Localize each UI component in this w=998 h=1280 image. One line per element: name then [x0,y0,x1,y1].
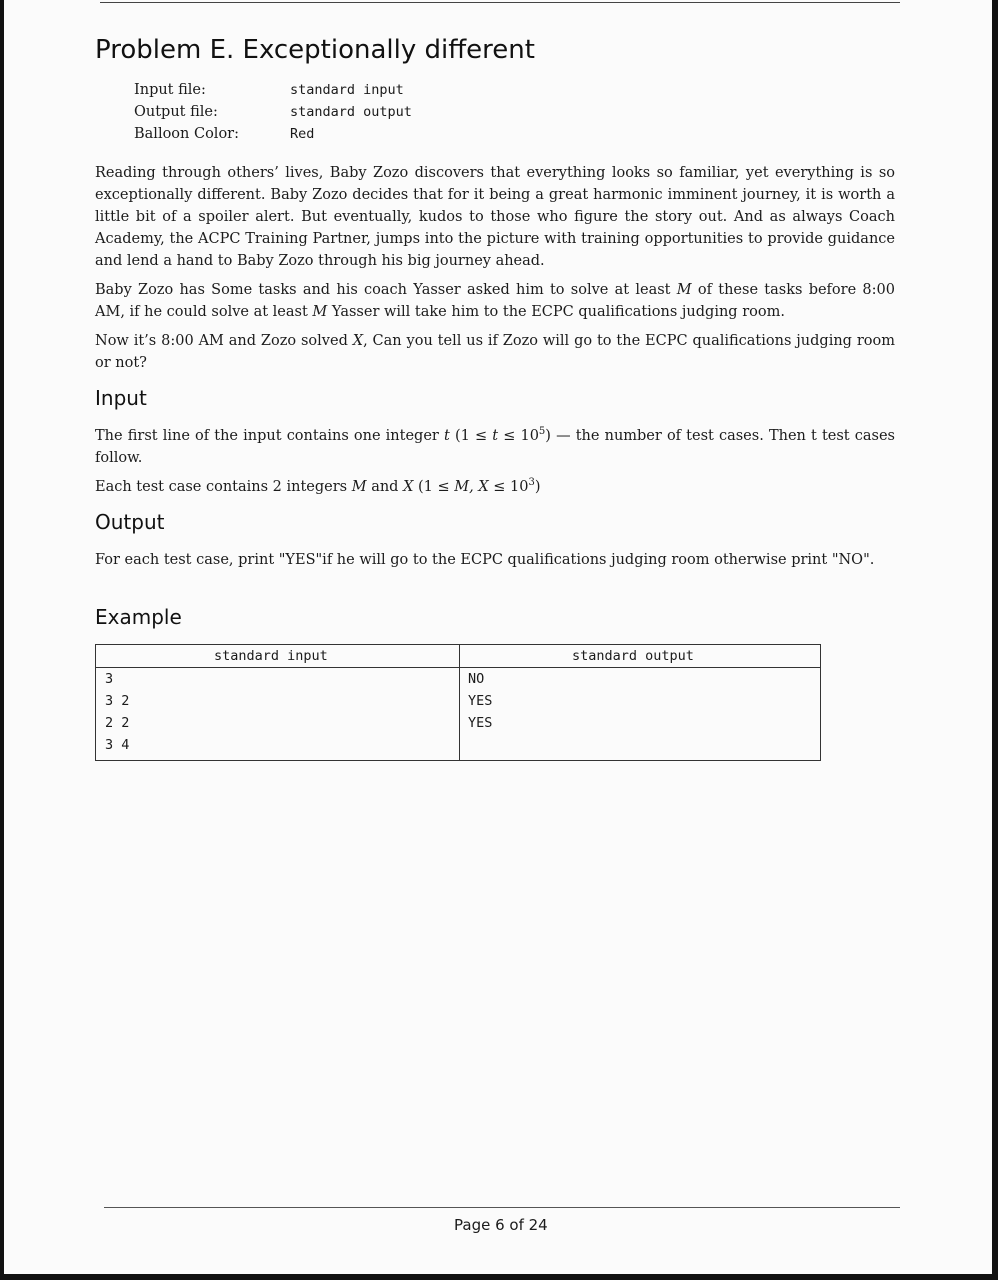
math-var: M [676,282,692,298]
column-divider [459,645,460,760]
exponent: 5 [538,426,546,438]
text: Now it’s 8:00 AM and Zozo solved [95,333,353,349]
text: (1 ≤ [449,428,493,444]
text: Each test case contains 2 integers [95,479,352,495]
text: of these tasks before 8:00 AM, if he could solve at least [95,282,895,320]
text: Yasser will take him to the ECPC qualifications judging room. [327,304,785,320]
text: ) [545,428,551,444]
input-column-header: standard input [214,648,328,664]
math-var: t [443,428,450,444]
math-var: M [351,479,367,495]
input-line: 2 2 [105,715,130,731]
statement-paragraph-1: Reading through others’ lives, Baby Zozo discovers that everything looks so familiar, yet everything is so exceptionally different. Baby Zozo decides that for it being a great harmonic imminent journey, it is worth a little bit of a spoiler alert. But eventually, kudos to those who figure the story out. And as always Coach Academy, the ACPC Training Partner, jumps into the picture with training opportunities to provide guidance and lend a hand to Baby Zozo through his big journey ahead. [95,165,895,269]
input-paragraph-1 [95,425,895,469]
output-line: YES [468,693,493,709]
example-heading: Example [95,605,182,629]
math-var: M [312,304,328,320]
statement-paragraph-3 [95,330,895,374]
output-heading: Output [95,510,165,534]
example-table [95,644,821,761]
text: Baby Zozo has Some tasks and his coach Yasser asked him to solve at least [95,282,677,298]
input-line: 3 [105,671,114,687]
text: (1 ≤ [413,479,455,495]
exponent: 3 [528,477,535,489]
meta-label: Output file: [134,104,218,120]
meta-label: Balloon Color: [134,126,239,142]
statement-paragraph-2 [95,279,895,323]
math-var: X [403,479,414,495]
output-paragraph: For each test case, print "YES"if he will go to the ECPC qualifications judging room otherwise print "NO". [95,552,875,568]
document-page [4,0,992,1274]
text: ) [534,479,541,495]
text: , Can you tell us if Zozo will go to the ECPC qualifications judging room or not? [95,333,895,371]
output-line: NO [468,671,485,687]
output-line: YES [468,715,493,731]
input-paragraph-2 [95,476,895,498]
meta-label: Input file: [134,82,206,98]
meta-value: Red [290,126,315,142]
input-line: 3 4 [105,737,130,753]
problem-title: Problem E. Exceptionally different [95,35,535,65]
output-column-header: standard output [572,648,694,664]
text: The first line of the input contains one integer [95,428,444,444]
math-var: M, X [454,479,489,495]
math-var: t [492,428,499,444]
text: ≤ 10 [488,479,529,495]
meta-value: standard output [290,104,412,120]
top-rule [100,2,900,3]
input-heading: Input [95,386,147,410]
header-rule [96,667,820,668]
text: and [366,479,404,495]
footer-rule [104,1207,900,1208]
meta-value: standard input [290,82,404,98]
input-line: 3 2 [105,693,130,709]
math-var: X [352,333,364,349]
page-number: Page 6 of 24 [454,1216,548,1234]
text: — the number of test cases. Then t test cases follow. [95,428,895,466]
text: ≤ 10 [498,428,539,444]
